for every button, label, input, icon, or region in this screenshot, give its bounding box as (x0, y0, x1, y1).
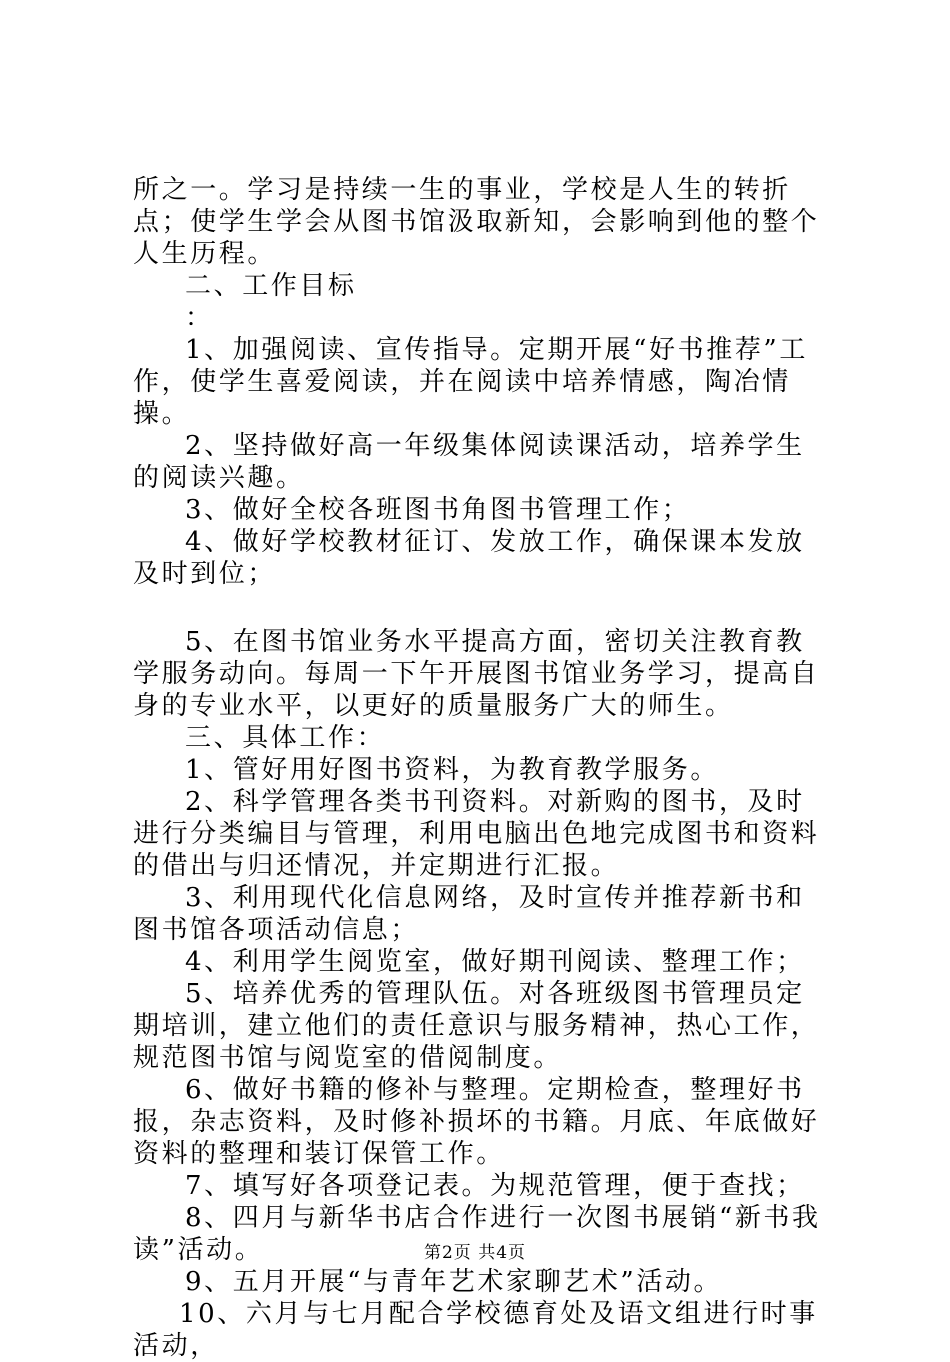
task-item-2: 2、科学管理各类书刊资料。对新购的图书，及时进行分类编目与管理，利用电脑出色地完成图书和资料的借出与归还情况，并定期进行汇报。 (133, 787, 820, 881)
goal-item-2: 2、坚持做好高一年级集体阅读课活动，培养学生的阅读兴趣。 (133, 431, 805, 493)
task-item-10: 10、六月与七月配合学校德育处及语文组进行时事活动， (133, 1299, 818, 1361)
goal-item-3: 3、做好全校各班图书角图书管理工作； (185, 495, 691, 525)
document-body (133, 174, 833, 1362)
paragraph-continuation: 所之一。学习是持续一生的事业，学校是人生的转折点；使学生学会从图书馆汲取新知，会影响到他的整个人生历程。 (133, 175, 820, 269)
task-item-8: 8、四月与新华书店合作进行一次图书展销“新书我读”活动。 (133, 1203, 821, 1265)
heading-colon: ： (185, 303, 214, 333)
task-item-1: 1、管好用好图书资料，为教育教学服务。 (185, 755, 719, 785)
section-heading-tasks: 三、具体工作： (185, 723, 386, 753)
task-item-5: 5、培养优秀的管理队伍。对各班级图书管理员定期培训，建立他们的责任意识与服务精神，热心工作，规范图书馆与阅览室的借阅制度。 (133, 979, 820, 1073)
task-item-4: 4、利用学生阅览室，做好期刊阅读、整理工作； (185, 947, 805, 977)
goal-item-5: 5、在图书馆业务水平提高方面，密切关注教育教学服务动向。每周一下午开展图书馆业务学习，提高自身的专业水平，以更好的质量服务广大的师生。 (133, 627, 820, 721)
goal-item-1: 1、加强阅读、宣传指导。定期开展“好书推荐”工作，使学生喜爱阅读，并在阅读中培养情感，陶冶情操。 (133, 335, 808, 429)
task-item-3: 3、利用现代化信息网络，及时宣传并推荐新书和图书馆各项活动信息； (133, 883, 805, 945)
task-item-9: 9、五月开展“与青年艺术家聊艺术”活动。 (185, 1267, 723, 1297)
task-item-6: 6、做好书籍的修补与整理。定期检查，整理好书报，杂志资料，及时修补损坏的书籍。月底、年底做好资料的整理和装订保管工作。 (133, 1075, 820, 1169)
section-heading-goals: 二、工作目标 (185, 271, 357, 301)
goal-item-4: 4、做好学校教材征订、发放工作，确保课本发放及时到位； (133, 527, 805, 589)
page-number-footer: 第2页 共4页 (423, 1243, 527, 1263)
task-item-7: 7、填写好各项登记表。为规范管理，便于查找； (185, 1171, 805, 1201)
